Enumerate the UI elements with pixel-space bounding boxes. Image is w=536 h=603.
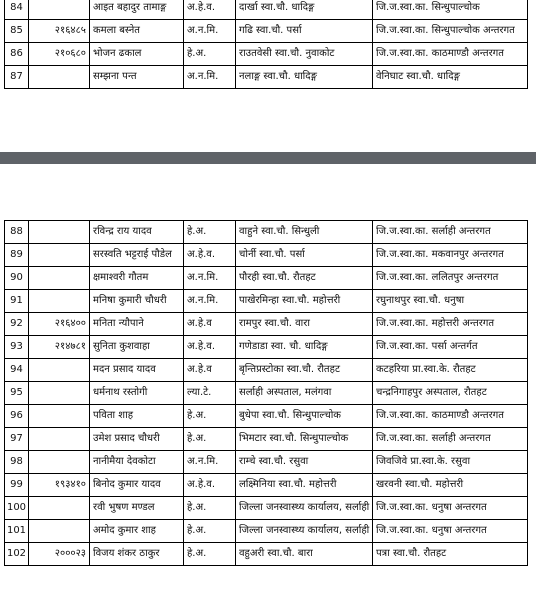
current-office-cell: वहुअरी स्वा.चौ. बारा — [236, 543, 373, 566]
employee-id-cell — [29, 359, 90, 382]
serial-number-cell: 98 — [5, 451, 29, 474]
employee-name-cell: रविन्द्र राय यादव — [90, 221, 184, 244]
serial-number-cell: 97 — [5, 428, 29, 451]
current-office-cell: जिल्ला जनस्वास्थ्य कार्यालय, सर्लाही — [236, 497, 373, 520]
post-cell: अ.न.मि. — [184, 290, 236, 313]
table-row — [5, 244, 528, 267]
serial-number-cell: 96 — [5, 405, 29, 428]
serial-number-cell: 91 — [5, 290, 29, 313]
transfer-table-top — [4, 0, 528, 89]
document-page-top — [0, 0, 536, 152]
post-cell: हे.अ. — [184, 428, 236, 451]
employee-id-cell — [29, 520, 90, 543]
employee-name-cell: नानीमैया देवकोटा — [90, 451, 184, 474]
current-office-cell: दार्खा स्वा.चौ. धादिङ्ग — [236, 0, 373, 20]
transfer-office-cell: पत्रा स्वा.चौ. रौतहट — [373, 543, 528, 566]
employee-id-cell — [29, 451, 90, 474]
employee-name-cell: पविता शाह — [90, 405, 184, 428]
employee-name-cell: धर्मनाथ रस्तोगी — [90, 382, 184, 405]
employee-id-cell — [29, 405, 90, 428]
employee-id-cell — [29, 497, 90, 520]
employee-name-cell: सम्झना पन्त — [90, 66, 184, 89]
serial-number-cell: 84 — [5, 0, 29, 20]
employee-name-cell: सुनिता कुशवाहा — [90, 336, 184, 359]
current-office-cell: सर्लाही अस्पताल, मलंगवा — [236, 382, 373, 405]
employee-name-cell: आइत बहादुर तामाङ्ग — [90, 0, 184, 20]
current-office-cell: पाखेरमिन्हा स्वा.चौ. महोत्तरी — [236, 290, 373, 313]
employee-id-cell — [29, 267, 90, 290]
table-row — [5, 290, 528, 313]
serial-number-cell: 88 — [5, 221, 29, 244]
employee-name-cell: सरस्वति भट्टराई पौडेल — [90, 244, 184, 267]
post-cell: हे.अ. — [184, 520, 236, 543]
transfer-office-cell: जि.ज.स्वा.का. धनुषा अन्तरगत — [373, 520, 528, 543]
serial-number-cell: 93 — [5, 336, 29, 359]
employee-id-cell — [29, 428, 90, 451]
post-cell: हे.अ. — [184, 221, 236, 244]
employee-id-cell — [29, 382, 90, 405]
transfer-office-cell: जि.ज.स्वा.का. सर्लाही अन्तरगत — [373, 221, 528, 244]
serial-number-cell: 94 — [5, 359, 29, 382]
current-office-cell: बृन्तिप्रस्टोका स्वा.चौ. रौतहट — [236, 359, 373, 382]
employee-id-cell — [29, 221, 90, 244]
current-office-cell: लक्ष्मिनिया स्वा.चौ. महोत्तरी — [236, 474, 373, 497]
serial-number-cell: 102 — [5, 543, 29, 566]
post-cell: अ.न.मि. — [184, 20, 236, 43]
employee-id-cell: १९३४१० — [29, 474, 90, 497]
serial-number-cell: 90 — [5, 267, 29, 290]
post-cell: ल्या.टे. — [184, 382, 236, 405]
table-row — [5, 43, 528, 66]
employee-id-cell: २१४७८१ — [29, 336, 90, 359]
post-cell: अ.हे.व — [184, 359, 236, 382]
table-row — [5, 543, 528, 566]
transfer-office-cell: जि.ज.स्वा.का. ललितपुर अन्तरगत — [373, 267, 528, 290]
serial-number-cell: 89 — [5, 244, 29, 267]
current-office-cell: गणेडाडा स्वा. चौ. धादिङ्ग — [236, 336, 373, 359]
serial-number-cell: 86 — [5, 43, 29, 66]
transfer-office-cell: जि.ज.स्वा.का. सिन्धुपाल्चोक — [373, 0, 528, 20]
serial-number-cell: 95 — [5, 382, 29, 405]
current-office-cell: वाहुने स्वा.चौ. सिन्धुली — [236, 221, 373, 244]
employee-id-cell — [29, 244, 90, 267]
employee-name-cell: भोजन ढकाल — [90, 43, 184, 66]
table-row — [5, 451, 528, 474]
post-cell: अ.न.मि. — [184, 267, 236, 290]
post-cell: अ.हे.व — [184, 313, 236, 336]
table-row — [5, 336, 528, 359]
employee-name-cell: उमेश प्रसाद चौधरी — [90, 428, 184, 451]
employee-name-cell: क्षमाश्वरी गौतम — [90, 267, 184, 290]
employee-name-cell: कमला बस्नेत — [90, 20, 184, 43]
current-office-cell: राम्चे स्वा.चौ. रसुवा — [236, 451, 373, 474]
serial-number-cell: 87 — [5, 66, 29, 89]
current-office-cell: नलाङ्ग स्वा.चौ. धादिङ्ग — [236, 66, 373, 89]
employee-id-cell: २१०६८० — [29, 43, 90, 66]
employee-name-cell: रवी भुषण मण्डल — [90, 497, 184, 520]
table-row — [5, 66, 528, 89]
transfer-office-cell: जि.ज.स्वा.का. महोत्तरी अन्तरगत — [373, 313, 528, 336]
post-cell: अ.हे.व. — [184, 336, 236, 359]
transfer-office-cell: जि.ज.स्वा.का. पर्सा अन्तर्गत — [373, 336, 528, 359]
table-row — [5, 313, 528, 336]
serial-number-cell: 99 — [5, 474, 29, 497]
serial-number-cell: 85 — [5, 20, 29, 43]
table-row — [5, 359, 528, 382]
table-row — [5, 382, 528, 405]
table-row — [5, 20, 528, 43]
transfer-office-cell: जि.ज.स्वा.का. काठमाण्डौ अन्तरगत — [373, 43, 528, 66]
transfer-office-cell: जि.ज.स्वा.का. सिन्धुपाल्चोक अन्तरगत — [373, 20, 528, 43]
transfer-office-cell: जिवजिवे प्रा.स्वा.के. रसुवा — [373, 451, 528, 474]
transfer-office-cell: जि.ज.स्वा.का. सर्लाही अन्तरगत — [373, 428, 528, 451]
employee-name-cell: बिनोद कुमार यादव — [90, 474, 184, 497]
table-row — [5, 405, 528, 428]
transfer-office-cell: कटहरिया प्रा.स्वा.के. रौतहट — [373, 359, 528, 382]
serial-number-cell: 100 — [5, 497, 29, 520]
page-separator — [0, 152, 536, 164]
employee-id-cell — [29, 290, 90, 313]
post-cell: अ.न.मि. — [184, 451, 236, 474]
serial-number-cell: 101 — [5, 520, 29, 543]
transfer-office-cell: चन्द्रनिगाहपुर अस्पताल, रौतहट — [373, 382, 528, 405]
table-row — [5, 0, 528, 20]
employee-id-cell — [29, 66, 90, 89]
serial-number-cell: 92 — [5, 313, 29, 336]
transfer-office-cell: रघुनाथपुर स्वा.चौ. धनुषा — [373, 290, 528, 313]
current-office-cell: राउतवेसी स्वा.चौ. नुवाकोट — [236, 43, 373, 66]
post-cell: हे.अ. — [184, 543, 236, 566]
post-cell: अ.हे.व. — [184, 474, 236, 497]
table-row — [5, 428, 528, 451]
transfer-office-cell: जि.ज.स्वा.का. मकवानपुर अन्तरगत — [373, 244, 528, 267]
post-cell: अ.न.मि. — [184, 66, 236, 89]
transfer-table-bottom — [4, 220, 528, 566]
current-office-cell: चोर्नी स्वा.चौ. पर्सा — [236, 244, 373, 267]
post-cell: हे.अ. — [184, 405, 236, 428]
employee-name-cell: मनिषा कुमारी चौधरी — [90, 290, 184, 313]
table-row — [5, 267, 528, 290]
employee-name-cell: विजय शंकर ठाकुर — [90, 543, 184, 566]
document-page-bottom — [0, 164, 536, 603]
current-office-cell: गढि स्वा.चौ. पर्सा — [236, 20, 373, 43]
employee-id-cell — [29, 0, 90, 20]
employee-id-cell: २०००२३ — [29, 543, 90, 566]
current-office-cell: जिल्ला जनस्वास्थ्य कार्यालय, सर्लाही — [236, 520, 373, 543]
post-cell: अ.हे.व. — [184, 244, 236, 267]
current-office-cell: पौरही स्वा.चौ. रौतहट — [236, 267, 373, 290]
post-cell: अ.हे.व. — [184, 0, 236, 20]
employee-name-cell: मनिता न्यौपाने — [90, 313, 184, 336]
table-row — [5, 497, 528, 520]
table-row — [5, 474, 528, 497]
post-cell: हे.अ. — [184, 497, 236, 520]
transfer-office-cell: खरवनी स्वा.चौ. महोत्तरी — [373, 474, 528, 497]
table-row — [5, 221, 528, 244]
current-office-cell: बुधेपा स्वा.चौ. सिन्धुपाल्चोक — [236, 405, 373, 428]
employee-id-cell: २१६४०० — [29, 313, 90, 336]
post-cell: हे.अ. — [184, 43, 236, 66]
current-office-cell: रामपुर स्वा.चौ. वारा — [236, 313, 373, 336]
transfer-office-cell: जि.ज.स्वा.का. धनुषा अन्तरगत — [373, 497, 528, 520]
current-office-cell: भिमटार स्वा.चौ. सिन्धुपाल्चोक — [236, 428, 373, 451]
transfer-office-cell: जि.ज.स्वा.का. काठमाण्डौ अन्तरगत — [373, 405, 528, 428]
table-row — [5, 520, 528, 543]
employee-name-cell: मदन प्रसाद यादव — [90, 359, 184, 382]
employee-name-cell: अमोद कुमार शाह — [90, 520, 184, 543]
transfer-office-cell: वेनिघाट स्वा.चौ. धादिङ्ग — [373, 66, 528, 89]
employee-id-cell: २१६४८५ — [29, 20, 90, 43]
